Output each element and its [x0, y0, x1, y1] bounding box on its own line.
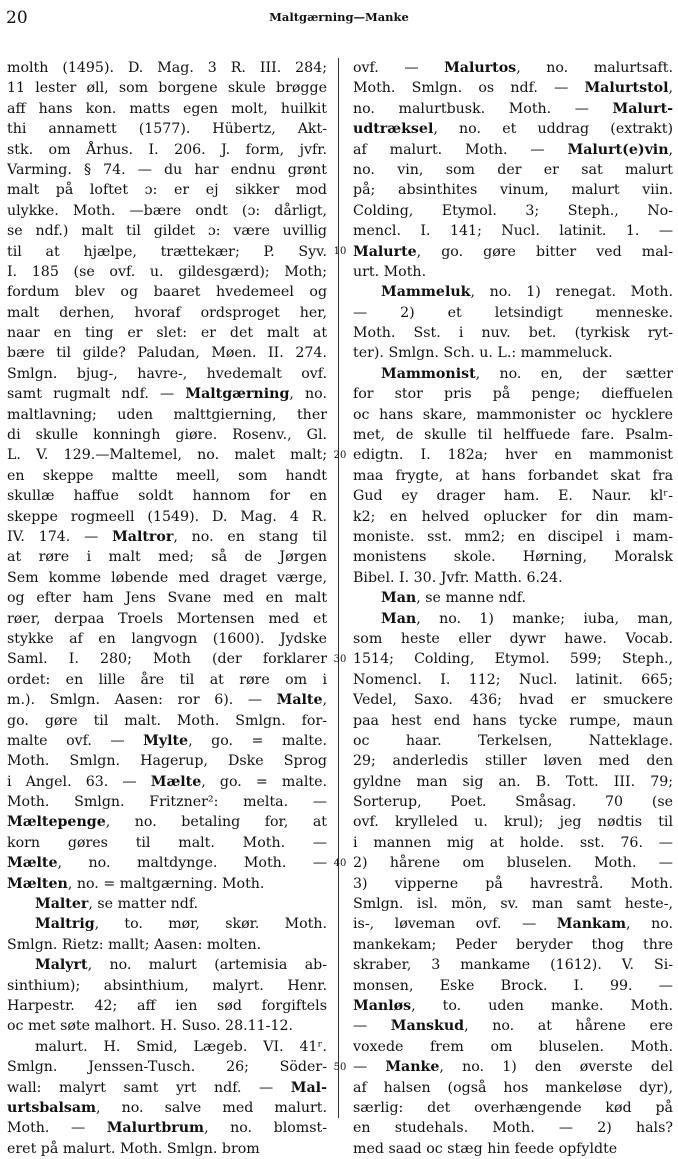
page-number: 20: [6, 8, 28, 28]
right-column-line: oc haar. Terkelsen, Natteklage.: [353, 732, 673, 749]
right-column-line: Man, se manne ndf.: [381, 590, 527, 607]
right-column-line: Mammonist, no. en, der sætter: [381, 365, 673, 382]
left-column-line: Moth. — Malurtbrum, no. blomst-: [7, 1120, 327, 1137]
right-column-line: mankekam; Peder beryder thog thre: [353, 936, 673, 953]
left-column-line: Mælte, no. maltdynge. Moth. —: [7, 855, 327, 872]
left-column-line: eret på malurt. Moth. Smlgn. brom: [7, 1140, 260, 1157]
left-column-line: go. gøre til malt. Moth. Smlgn. for-: [7, 712, 327, 729]
right-column-line: monistens skole. Hørning, Moralsk: [353, 549, 673, 566]
left-column-line: samt rugmalt ndf. — Maltgærning, no.: [7, 386, 327, 403]
left-column-line: i Angel. 63. — Mælte, go. = malte.: [7, 773, 327, 790]
left-column-line: til at hjælpe, trættekær; P. Syv.: [7, 243, 327, 260]
line-number: 30: [333, 653, 347, 665]
left-column-line: ordet: en lille åre til at røre om i: [7, 671, 327, 688]
right-column-line: Nomencl. I. 112; Nucl. latinit. 665;: [353, 671, 673, 688]
right-column-line: særlig: det overhængende kød på: [353, 1099, 673, 1116]
left-column-line: stykke af en langvogn (1600). Jydske: [7, 630, 327, 647]
left-column-line: di skulle konningh giøre. Rosenv., Gl.: [7, 427, 327, 444]
column-divider: [338, 58, 339, 1118]
right-column-line: Bibel. I. 30. Jvfr. Matth. 6.24.: [353, 569, 563, 586]
left-column: [7, 58, 327, 1159]
right-column-line: i mannen mig at holde. sst. 76. —: [353, 834, 673, 851]
right-column-line: oc hans skare, mammonister oc hycklere: [353, 406, 673, 423]
right-column-line: Manløs, to. uden manke. Moth.: [353, 997, 673, 1014]
left-column-line: Saml. I. 280; Moth (der forklarer: [7, 651, 327, 668]
left-column-line: I. 185 (se ovf. u. gildesgærd); Moth;: [7, 263, 327, 280]
left-column-line: m.). Smlgn. Aasen: ror 6). — Malte,: [7, 692, 327, 709]
right-column-line: Sorterup, Poet. Småsag. 70 (se: [353, 794, 673, 811]
left-column-line: Harpestr. 42; aff ien sød forgiftels: [7, 997, 327, 1014]
left-column-line: Mæltepenge, no. betaling for, at: [7, 814, 327, 831]
right-column-line: for stor pris på penge; dieffuelen: [353, 386, 673, 403]
right-column-line: is-, løveman ovf. — Mankam, no.: [353, 916, 673, 933]
left-column-line: malte ovf. — Mylte, go. = malte.: [7, 732, 327, 749]
left-column-line: oc met søte malhort. H. Suso. 28.11-12.: [7, 1018, 294, 1035]
right-column-line: ovf. — Malurtos, no. malurtsaft.: [353, 60, 673, 76]
right-column-line: moniste. sst. mm2; en discipel i mam-: [353, 528, 673, 545]
right-column-line: Malurte, go. gøre bitter ved mal-: [353, 243, 673, 260]
right-column-line: k2; en helved oplucker for din mam-: [353, 508, 673, 525]
left-column-line: malurt. H. Smid, Lægeb. VI. 41ʳ.: [35, 1038, 327, 1055]
left-column-line: Smlgn. Jenssen-Tusch. 26; Söder-: [7, 1059, 327, 1076]
right-column-line: no. malurtbusk. Moth. — Malurt-: [353, 100, 673, 117]
left-column-line: Malyrt, no. malurt (artemisia ab-: [35, 957, 327, 974]
right-column-line: som heste eller dywr hawe. Vocab.: [353, 630, 673, 647]
left-column-line: urtsbalsam, no. salve med malurt.: [7, 1099, 327, 1116]
left-column-line: skullæ haffue soldt hannom for en: [7, 488, 327, 505]
left-column-line: L. V. 129.—Maltemel, no. malet malt;: [7, 447, 327, 464]
page-header: [6, 8, 672, 34]
left-column-line: Maltrig, to. mør, skør. Moth.: [35, 916, 327, 933]
left-column-line: Smlgn. Rietz: mallt; Aasen: molten.: [7, 936, 262, 953]
right-column-line: — Manskud, no. at hårene ere: [353, 1018, 673, 1035]
right-column-line: udtræksel, no. et uddrag (extrakt): [353, 121, 673, 138]
running-head: Maltgærning—Manke: [269, 10, 409, 24]
right-column-line: Smlgn. isl. mön, sv. man samt heste-,: [353, 896, 673, 913]
right-column-line: voxede frem om bluselen. Moth.: [353, 1038, 673, 1055]
right-column-line: urt. Moth.: [353, 263, 427, 280]
left-column-line: skeppe rogmeell (1549). D. Mag. 4 R.: [7, 508, 327, 525]
left-column-line: at røre i malt med; så de Jørgen: [7, 549, 327, 566]
right-column-line: Colding, Etymol. 3; Steph., No-: [353, 202, 673, 219]
right-column-line: ovf. krylleled u. krul); jeg nødtis til: [353, 814, 673, 831]
left-column-line: og efter ham Jens Svane med en malt: [7, 590, 327, 607]
left-column-line: thi annamett (1577). Hübertz, Akt-: [7, 121, 327, 138]
left-column-line: naar en ting er slet: er det malt at: [7, 325, 327, 342]
right-column-line: en studehals. Moth. — 2) hals?: [353, 1120, 673, 1137]
right-column-line: edigtn. I. 182a; hver en mammonist: [353, 447, 673, 464]
line-number: 50: [333, 1061, 347, 1073]
right-column-line: af malurt. Moth. — Malurt(e)vin,: [353, 141, 673, 158]
left-column-line: Moth. Smlgn. Hagerup, Dske Sprog: [7, 753, 327, 770]
left-column-line: Sem komme løbende med draget værge,: [7, 569, 327, 586]
right-column-line: ter). Smlgn. Sch. u. L.: mammeluck.: [353, 345, 613, 362]
right-column-line: mencl. I. 141; Nucl. latinit. 1. —: [353, 223, 673, 240]
right-column-line: Moth. Smlgn. os ndf. — Malurtstol,: [353, 80, 673, 97]
left-column-line: 11 lester øll, som borgene skule brøgge: [7, 80, 327, 97]
left-column-line: se ndf.) malt til gildet ɔ: være uvillig: [7, 223, 327, 240]
right-column-line: — Manke, no. 1) den øverste del: [353, 1059, 673, 1076]
right-column-line: Mammeluk, no. 1) renegat. Moth.: [381, 284, 673, 301]
left-column-line: en skeppe maltte meell, som handt: [7, 467, 327, 484]
right-column-line: monsen, Eske Brock. I. 99. —: [353, 977, 673, 994]
left-column-line: Smlgn. bjug-, havre-, hvedemalt ovf.: [7, 365, 327, 382]
line-number: 10: [333, 245, 347, 257]
line-number: 20: [333, 449, 347, 461]
left-column-line: Malter, se matter ndf.: [35, 896, 199, 913]
left-column-line: Moth. Smlgn. Fritzner²: melta. —: [7, 794, 327, 811]
right-column-line: paa hest end hans tycke rumpe, maun: [353, 712, 673, 729]
left-column-line: Mælten, no. = maltgærning. Moth.: [7, 875, 265, 892]
right-column-line: skraber, 3 mankame (1612). V. Si-: [353, 957, 673, 974]
left-column-line: røer, derpaa Troels Mortensen med et: [7, 610, 327, 627]
right-column-line: Gud ey drager ham. E. Naur. klʳ-: [353, 488, 673, 505]
right-column-line: 2) hårene om bluselen. Moth. —: [353, 855, 673, 872]
right-column-line: 3) vipperne på havrestrå. Moth.: [353, 875, 673, 892]
left-column-line: wall: malyrt samt yrt ndf. — Mal-: [7, 1079, 327, 1096]
left-column-line: fordum blev og baaret hvedemeel og: [7, 284, 327, 301]
right-column-line: med saad oc stæg hin feede opfyldte: [353, 1140, 618, 1157]
right-column-line: Man, no. 1) manke; iuba, man,: [381, 610, 673, 627]
right-column-line: Moth. Sst. i nuv. bet. (tyrkisk ryt-: [353, 325, 673, 342]
right-column-line: på; absinthites vinum, malurt viin.: [353, 182, 673, 199]
left-column-line: Varming. § 74. — du har endnu grønt: [7, 161, 327, 178]
left-column-line: sinthium); absinthium, malyrt. Henr.: [7, 977, 327, 994]
left-column-line: malt på loftet ɔ: er ej sikker mod: [7, 182, 327, 199]
right-column-line: no. vin, som der er sat malurt: [353, 161, 673, 178]
right-column-line: Vedel, Saxo. 436; hvad er smuckere: [353, 692, 673, 709]
left-column-line: IV. 174. — Maltror, no. en stang til: [7, 528, 327, 545]
left-column-line: malt derhen, hvoraf ordsproget her,: [7, 304, 327, 321]
right-column-line: 1514; Colding, Etymol. 599; Steph.,: [353, 651, 673, 668]
left-column-line: bære til gilde? Paludan, Møen. II. 274.: [7, 345, 327, 362]
line-number: 40: [333, 857, 347, 869]
right-column-line: — 2) et letsindigt menneske.: [353, 304, 673, 321]
right-column-line: af halsen (også hos mankeløse dyr),: [353, 1079, 673, 1096]
right-column-line: met, de skulle til helffuede fare. Psalm-: [353, 427, 673, 444]
right-column-line: 29; anderledis stiller løven med den: [353, 753, 673, 770]
left-column-line: stk. om Århus. I. 206. J. form, jvfr.: [7, 141, 327, 158]
left-column-line: maltlavning; uden malttgierning, ther: [7, 406, 327, 423]
left-column-line: aff hans kon. matts egen molt, huilkit: [7, 100, 327, 117]
right-column-line: maa frygte, at hans forbandet skat fra: [353, 467, 673, 484]
left-column-line: molth (1495). D. Mag. 3 R. III. 284;: [7, 60, 327, 76]
left-column-line: korn gøres til malt. Moth. —: [7, 834, 327, 851]
right-column-line: gyldne man sig an. B. Tott. III. 79;: [353, 773, 673, 790]
left-column-line: ulykke. Moth. —bære ondt (ɔ: dårligt,: [7, 202, 327, 219]
right-column: [353, 58, 673, 1159]
